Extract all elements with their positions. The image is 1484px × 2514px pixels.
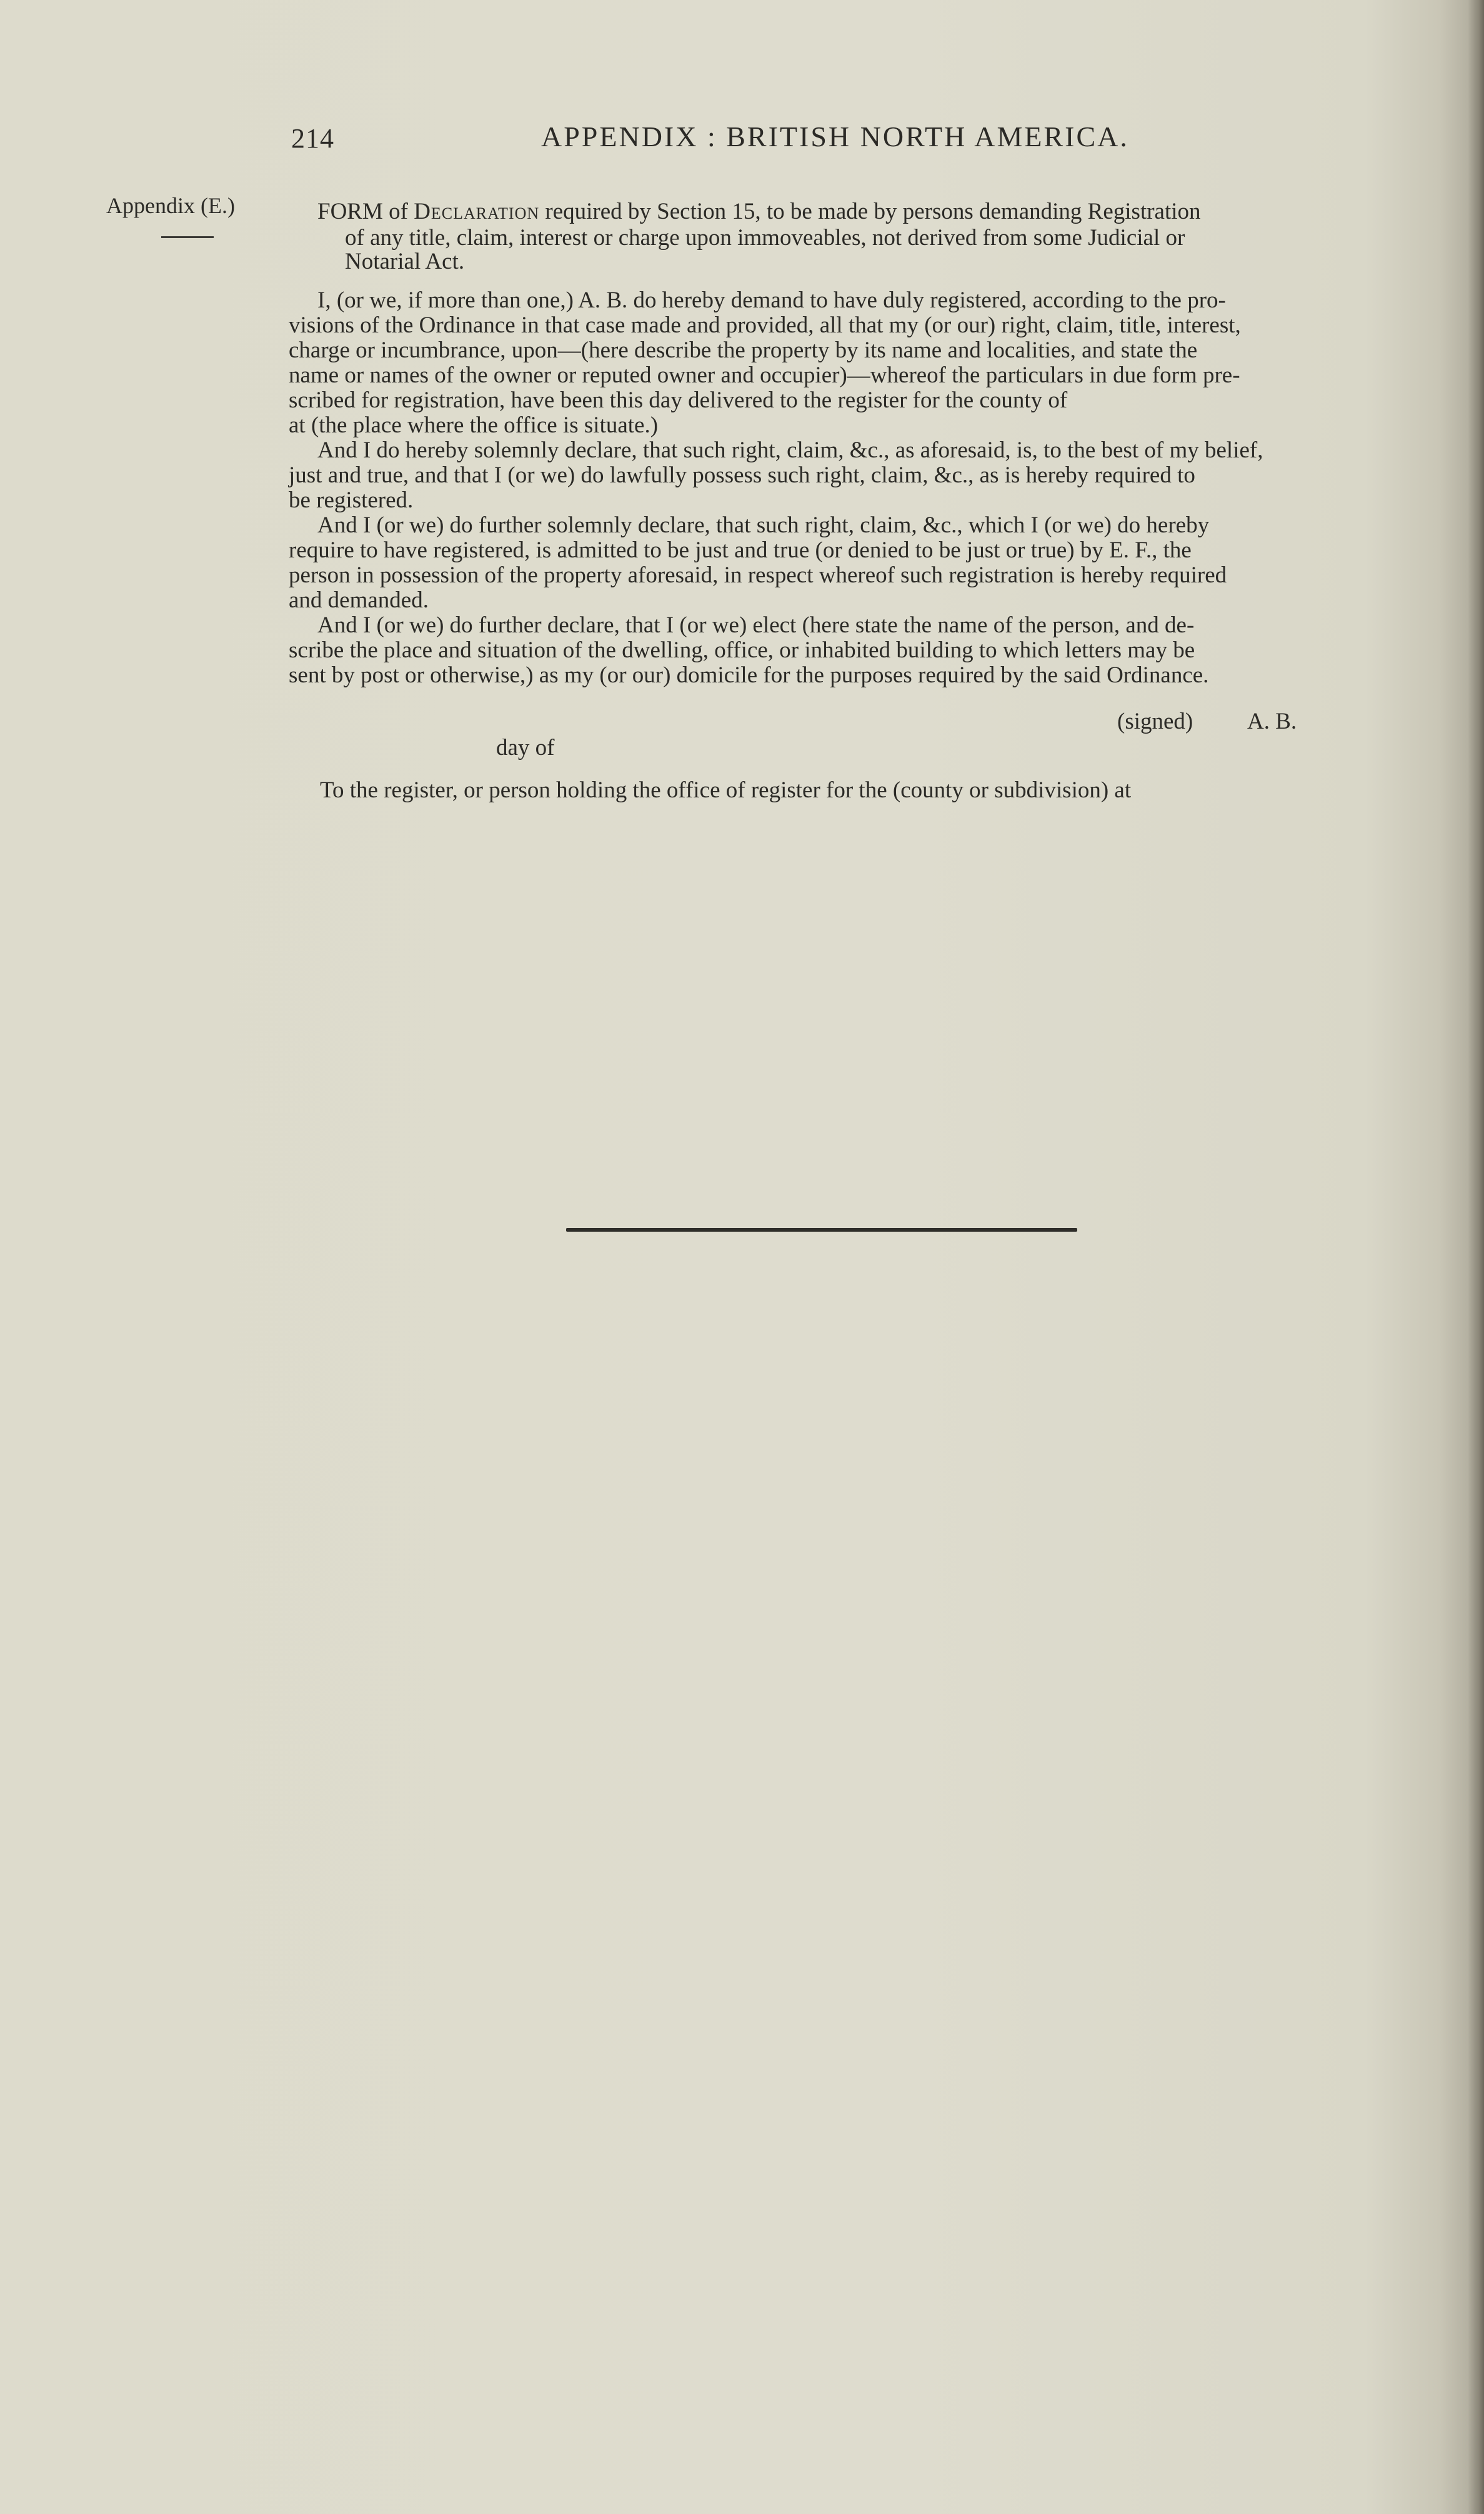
body-line: scribed for registration, have been this day delivered to the register for the county of [289,387,1068,413]
form-title-declaration: Declaration [414,199,540,224]
body-line: be registered. [289,487,414,513]
body-line: just and true, and that I (or we) do lawfully possess such right, claim, &c., as is hereby required to [289,462,1195,488]
margin-rule [161,236,214,238]
body-line: scribe the place and situation of the dwelling, office, or inhabited building to which letters may be [289,637,1195,663]
body-line: name or names of the owner or reputed owner and occupier)—whereof the particulars in due form pre- [289,362,1240,388]
body-line: And I (or we) do further solemnly declare, that such right, claim, &c., which I (or we) do hereby [317,512,1210,538]
signed-label: (signed) [1117,709,1193,734]
body-line: I, (or we, if more than one,) A. B. do hereby demand to have duly registered, according to the pro- [317,287,1226,313]
running-head: APPENDIX : BRITISH NORTH AMERICA. [541,121,1129,152]
form-title-prefix: FORM of [317,199,414,224]
margin-note: Appendix (E.) [106,193,235,218]
page-number: 214 [291,123,334,154]
form-title-line-3: Notarial Act. [345,249,465,274]
body-line: charge or incumbrance, upon—(here describe the property by its name and localities, and state the [289,337,1198,363]
form-title-line-1 [317,199,1201,225]
closing-rule [566,1228,1077,1232]
body-line: And I (or we) do further declare, that I (or we) elect (here state the name of the person, and de- [317,612,1195,638]
body-line: sent by post or otherwise,) as my (or our) domicile for the purposes required by the said Ordinance. [289,662,1209,688]
body-line: at (the place where the office is situate.) [289,412,659,438]
form-title-line-1-rest: required by Section 15, to be made by persons demanding Registration [539,199,1201,224]
signatory-name: A. B. [1247,709,1297,734]
address-line: To the register, or person holding the office of register for the (county or subdivision) at [320,777,1132,803]
body-line: visions of the Ordinance in that case made and provided, all that my (or our) right, claim, title, interest, [289,312,1241,338]
body-line: and demanded. [289,587,429,613]
page-edge-shadow [1468,0,1484,2514]
day-of-label: day of [496,735,555,761]
body-line: require to have registered, is admitted to be just and true (or denied to be just or true) by E. F., the [289,537,1192,563]
form-title-line-2: of any title, claim, interest or charge upon immoveables, not derived from some Judicial or [345,225,1185,251]
body-line: And I do hereby solemnly declare, that such right, claim, &c., as aforesaid, is, to the best of my belief, [317,437,1263,463]
body-line: person in possession of the property aforesaid, in respect whereof such registration is hereby required [289,562,1227,588]
